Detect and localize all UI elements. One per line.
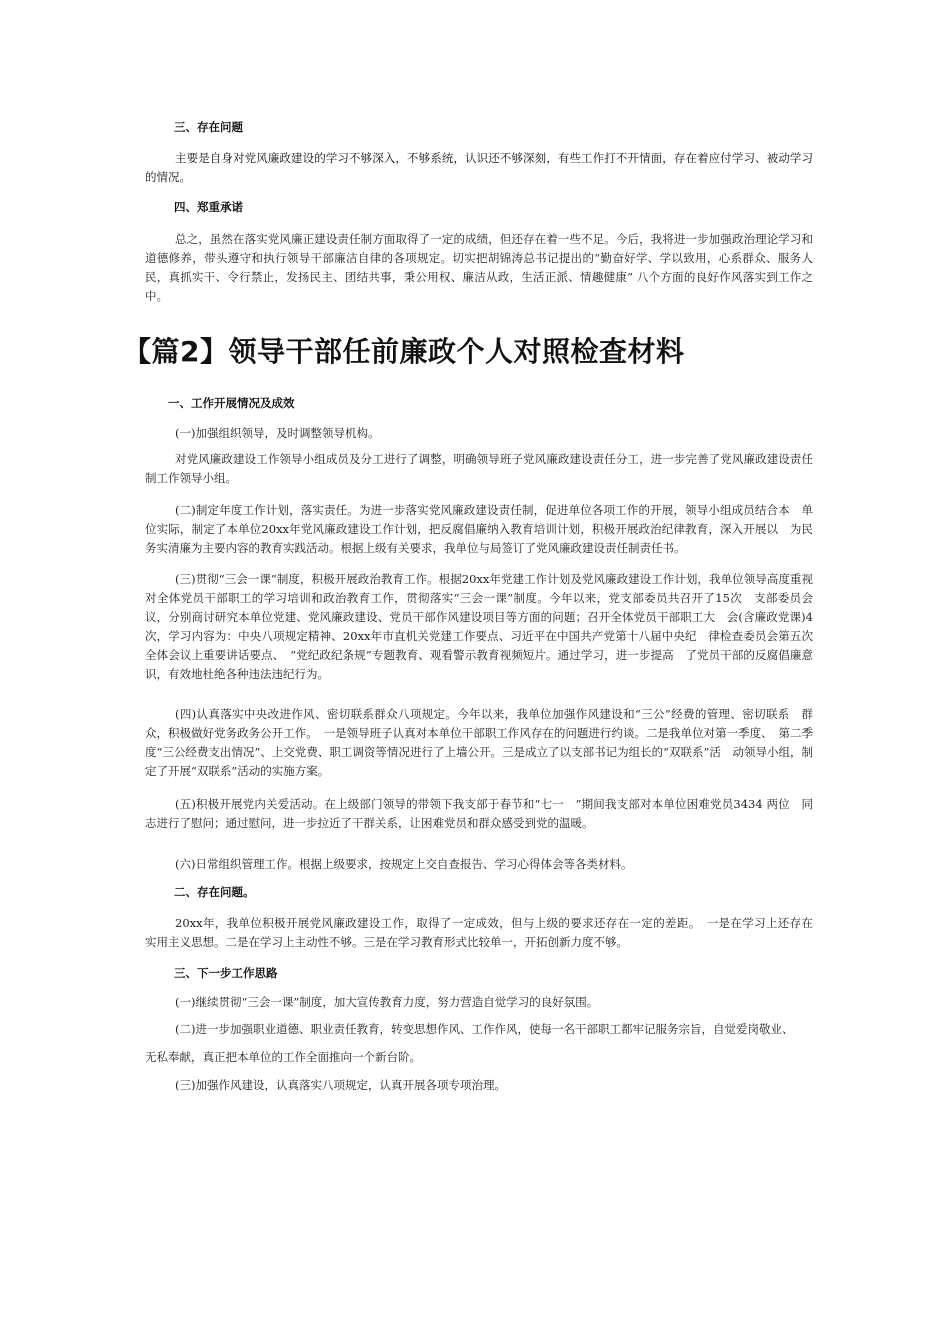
section-heading-commitment: 四、郑重承诺: [174, 200, 243, 214]
next-step-1: (一)继续贯彻“三会一课”制度，加大宣传教育力度，努力营造自觉学习的良好氛围。: [175, 995, 599, 1009]
heading-existing-problems: 二、存在问题。: [174, 885, 255, 899]
heading-next-steps: 三、下一步工作思路: [174, 966, 278, 980]
next-step-3: (三)加强作风建设，认真落实八项规定，认真开展各项专项治理。: [175, 1078, 506, 1092]
problems-paragraph: 20xx年，我单位积极开展党风廉政建设工作，取得了一定成效，但与上级的要求还存在一定的差距。 一是在学习上还存在 实用主义思想。二是在学习上主动性不够。三是在学习教育形式比较单一，开拓创新力度不够。: [145, 916, 825, 949]
next-step-2-line-2: 无私奉献，真正把本单位的工作全面推向一个新台阶。: [145, 1050, 421, 1064]
heading-work-progress: 一、工作开展情况及成效: [168, 396, 295, 410]
item-6-line: (六)日常组织管理工作。根据上级要求，按规定上交自查报告、学习心得体会等各类材料。: [175, 857, 633, 871]
item-4-paragraph: (四)认真落实中央改进作风、密切联系群众八项规定。今年以来，我单位加强作风建设和“三公”经费的管理、密切联系 群众，积极做好党务政务公开工作。 一是领导班子认真对本单位干部职工作风存在的问题进行约谈。二是我单位对第一季度、 第二季度“三公经费支出情况”、上交党费、职工调资等情况进行了上墙公开。三是成立了以支部书记为组长的“双联系”活 动领导小组，制定了开展“双联系”活动的实施方案。: [145, 707, 813, 778]
item-2-paragraph: (二)制定年度工作计划，落实责任。为进一步落实党风廉政建设责任制，促进单位各项工作的开展，领导小组成员结合本 单位实际，制定了本单位20xx年党风廉政建设工作计划，把反腐倡廉纳入教育培训计划，积极开展政治纪律教育，深入开展以 为民务实清廉为主要内容的教育实践活动。根据上级有关要求，我单位与局签订了党风廉政建设责任制责任书。: [145, 503, 813, 555]
item-1-title: (一)加强组织领导，及时调整领导机构。: [175, 426, 380, 440]
section-heading-problems: 三、存在问题: [174, 120, 243, 134]
item-3-paragraph: (三)贯彻“三会一课”制度，积极开展政治教育工作。根据20xx年党建工作计划及党风廉政建设工作计划，我单位领导高度重视对全体党员干部职工的学习培训和政治教育工作，贯彻落实“三会一课”制度。今年以来，党支部委员共召开了15次 支部委员会议，分别商讨研究本单位党建、党风廉政建设、党员干部作风建设项目等方面的问题；召开全体党员干部职工大 会(含廉政党课)4次，学习内容为：中央八项规定精神、20xx年市直机关党建工作要点、习近平在中国共产党第十八届中央纪 律检查委员会第五次全体会议上重要讲话要点、 “党纪政纪条规”专题教育、观看警示教育视频短片。通过学习，进一步提高 了党员干部的反腐倡廉意识，有效地杜绝各种违法违纪行为。: [145, 572, 813, 681]
item-5-paragraph: (五)积极开展党内关爱活动。在上级部门领导的带领下我支部于春节和“七一 ”期间我支部对本单位困难党员3434 两位 同志进行了慰问；通过慰问，进一步拉近了干群关系，让困难党员和群众感受到党的温暖。: [145, 797, 813, 830]
problem-paragraph: 主要是自身对党风廉政建设的学习不够深入，不够系统，认识还不够深刻，有些工作打不开情面，存在着应付学习、被动学习的情况。: [145, 151, 813, 184]
article-title: 【篇2】领导干部任前廉政个人对照检查材料: [123, 335, 685, 368]
next-step-2-line-1: (二)进一步加强职业道德、职业责任教育，转变思想作风、工作作风，使每一名干部职工都牢记服务宗旨，自觉爱岗敬业、: [175, 1022, 794, 1036]
item-1-body: 对党风廉政建设工作领导小组成员及分工进行了调整，明确领导班子党风廉政建设责任分工，进一步完善了党风廉政建设责任制工作领导小组。: [145, 452, 813, 485]
commitment-paragraph: 总之，虽然在落实党风廉正建设责任制方面取得了一定的成绩，但还存在着一些不足。今后，我将进一步加强政治理论学习和道德修养，带头遵守和执行领导干部廉洁自律的各项规定。切实把胡锦涛总书记提出的“勤奋好学、学以致用，心系群众、服务人民，真抓实干、令行禁止，发扬民主、团结共事，秉公用权、廉洁从政，生活正派、情趣健康” 八个方面的良好作风落实到工作之中。: [145, 232, 813, 303]
